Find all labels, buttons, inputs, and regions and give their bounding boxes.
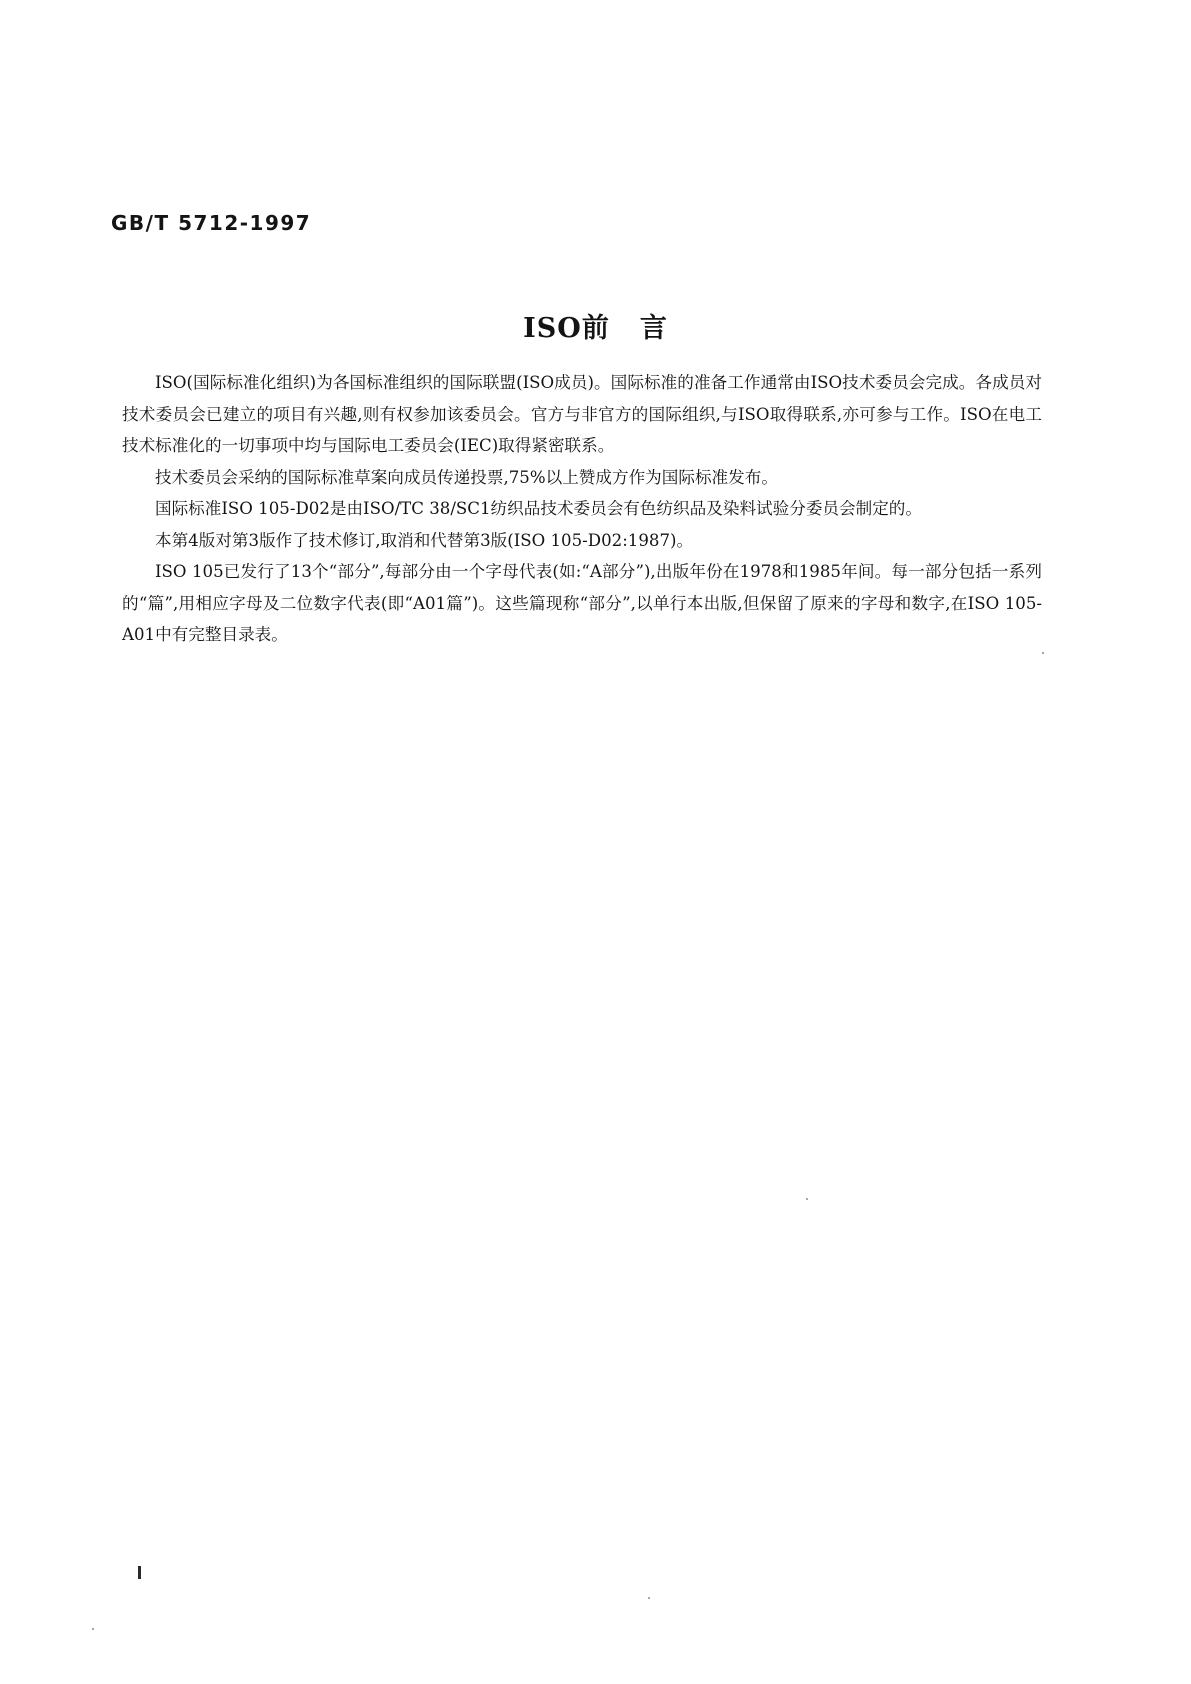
- scan-speck: [648, 1597, 650, 1599]
- paragraph-voting: 技术委员会采纳的国际标准草案向成员传递投票,75%以上赞成方作为国际标准发布。: [155, 467, 778, 487]
- scan-speck: [806, 1198, 808, 1200]
- scan-mark: [138, 1566, 141, 1579]
- page-title: [0, 306, 1191, 345]
- title-prefix: ISO: [523, 313, 582, 344]
- scan-speck: [1042, 652, 1044, 654]
- paragraph-iso-description: ISO(国际标准化组织)为各国标准组织的国际联盟(ISO成员)。国际标准的准备工作通常由ISO技术委员会完成。各成员对技术委员会已建立的项目有兴趣,则有权参加该委员会。官方与非官方的国际组织,与ISO取得联系,亦可参与工作。ISO在电工技术标准化的一切事项中均与国际电工委员会(IEC)取得紧密联系。: [122, 373, 1042, 455]
- title-char-1: 前: [581, 313, 610, 344]
- title-char-2: 言: [639, 313, 668, 344]
- scan-speck: [92, 1628, 94, 1630]
- paragraph-prepared-by: 国际标准ISO 105-D02是由ISO/TC 38/SC1纺织品技术委员会有色纺织品及染料试验分委员会制定的。: [155, 499, 922, 518]
- foreword-body: [122, 367, 1042, 651]
- paragraph-parts: ISO 105已发行了13个“部分”,每部分由一个字母代表(如:“A部分”),出版年份在1978和1985年间。每一部分包括一系列的“篇”,用相应字母及二位数字代表(即“A01篇”)。这些篇现称“部分”,以单行本出版,但保留了原来的字母和数字,在ISO 105-A01中有完整目录表。: [122, 562, 1042, 644]
- paragraph-revision: 本第4版对第3版作了技术修订,取消和代替第3版(ISO 105-D02:1987)。: [155, 530, 694, 550]
- standard-number: GB/T 5712-1997: [111, 211, 312, 235]
